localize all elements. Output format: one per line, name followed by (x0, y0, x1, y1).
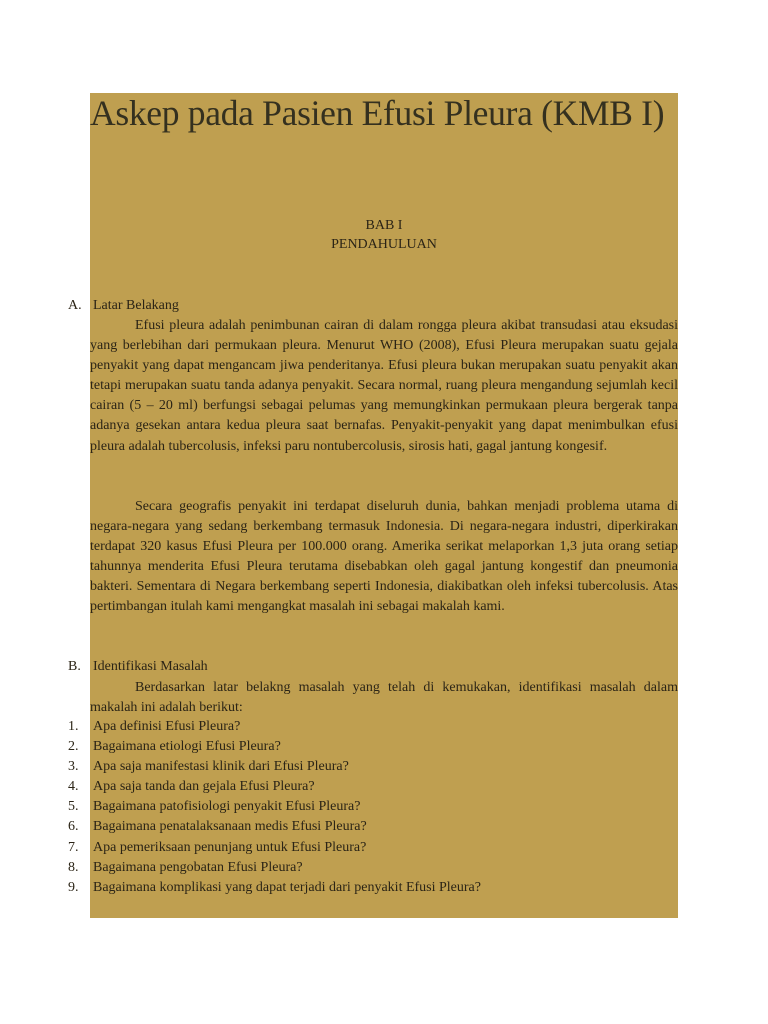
list-item: 5. Bagaimana patofisiologi penyakit Efusi Pleura? (68, 799, 361, 815)
section-a-paragraph-2: Secara geografis penyakit ini terdapat diseluruh dunia, bahkan menjadi problema utama di negara-negara yang sedang berkembang termasuk Indonesia. Di negara-negara industri, diperkirakan terdapat 320 kasus Efusi Pleura per 100.000 orang. Amerika serikat melaporkan 1,3 juta orang setiap tahunnya menderita Efusi Pleura terutama disebabkan oleh gagal jantung kongestif dan pneumonia bakteri. Sementara di Negara berkembang seperti Indonesia, diakibatkan oleh infeksi tubercolusis. Atas pertimbangan itulah kami mengangkat masalah ini sebagai makalah kami. (90, 499, 678, 615)
list-item: 6. Bagaimana penatalaksanaan medis Efusi Pleura? (68, 819, 367, 835)
question-list (68, 717, 481, 898)
list-item: 9. Bagaimana komplikasi yang dapat terjadi dari penyakit Efusi Pleura? (68, 879, 481, 895)
chapter-label: BAB I (365, 218, 403, 233)
list-item: 1. Apa definisi Efusi Pleura? (68, 719, 241, 734)
list-item: 7. Apa pemeriksaan penunjang untuk Efusi Pleura? (68, 839, 367, 855)
section-a-title: Latar Belakang (93, 298, 179, 313)
section-a-paragraph-1: Efusi pleura adalah penimbunan cairan di dalam rongga pleura akibat transudasi atau eksudasi yang berlebihan dari permukaan pleura. Menurut WHO (2008), Efusi Pleura merupakan suatu gejala penyakit yang dapat mengancam jiwa penderitanya. Efusi pleura bukan merupakan suatu penyakit akan tetapi merupakan suatu tanda adanya penyakit. Secara normal, ruang pleura mengandung sejumlah kecil cairan (5 – 20 ml) berfungsi sebagai pelumas yang memungkinkan permukaan pleura bergerak tanpa adanya gesekan antara kedua pleura saat bernafas. Penyakit-penyakit yang dapat menimbulkan efusi pleura adalah tubercolusis, infeksi paru nontubercolusis, sirosis hati, gagal jantung kongesif. (90, 318, 678, 454)
section-a-marker: A. (68, 298, 82, 313)
chapter-title: PENDAHULUAN (331, 237, 437, 252)
section-b-heading (68, 657, 208, 677)
list-item: 3. Apa saja manifestasi klinik dari Efusi Pleura? (68, 759, 349, 775)
document-title: Askep pada Pasien Efusi Pleura (KMB I) (90, 93, 665, 133)
section-a-heading (68, 296, 179, 316)
list-item: 4. Apa saja tanda dan gejala Efusi Pleura? (68, 779, 315, 795)
list-item: 2. Bagaimana etiologi Efusi Pleura? (68, 739, 281, 755)
list-item: 8. Bagaimana pengobatan Efusi Pleura? (68, 859, 303, 875)
section-b-title: Identifikasi Masalah (93, 659, 208, 674)
section-b-marker: B. (68, 659, 81, 674)
section-b-intro: Berdasarkan latar belakng masalah yang telah di kemukakan, identifikasi masalah dalam makalah ini adalah berikut: (90, 680, 678, 716)
